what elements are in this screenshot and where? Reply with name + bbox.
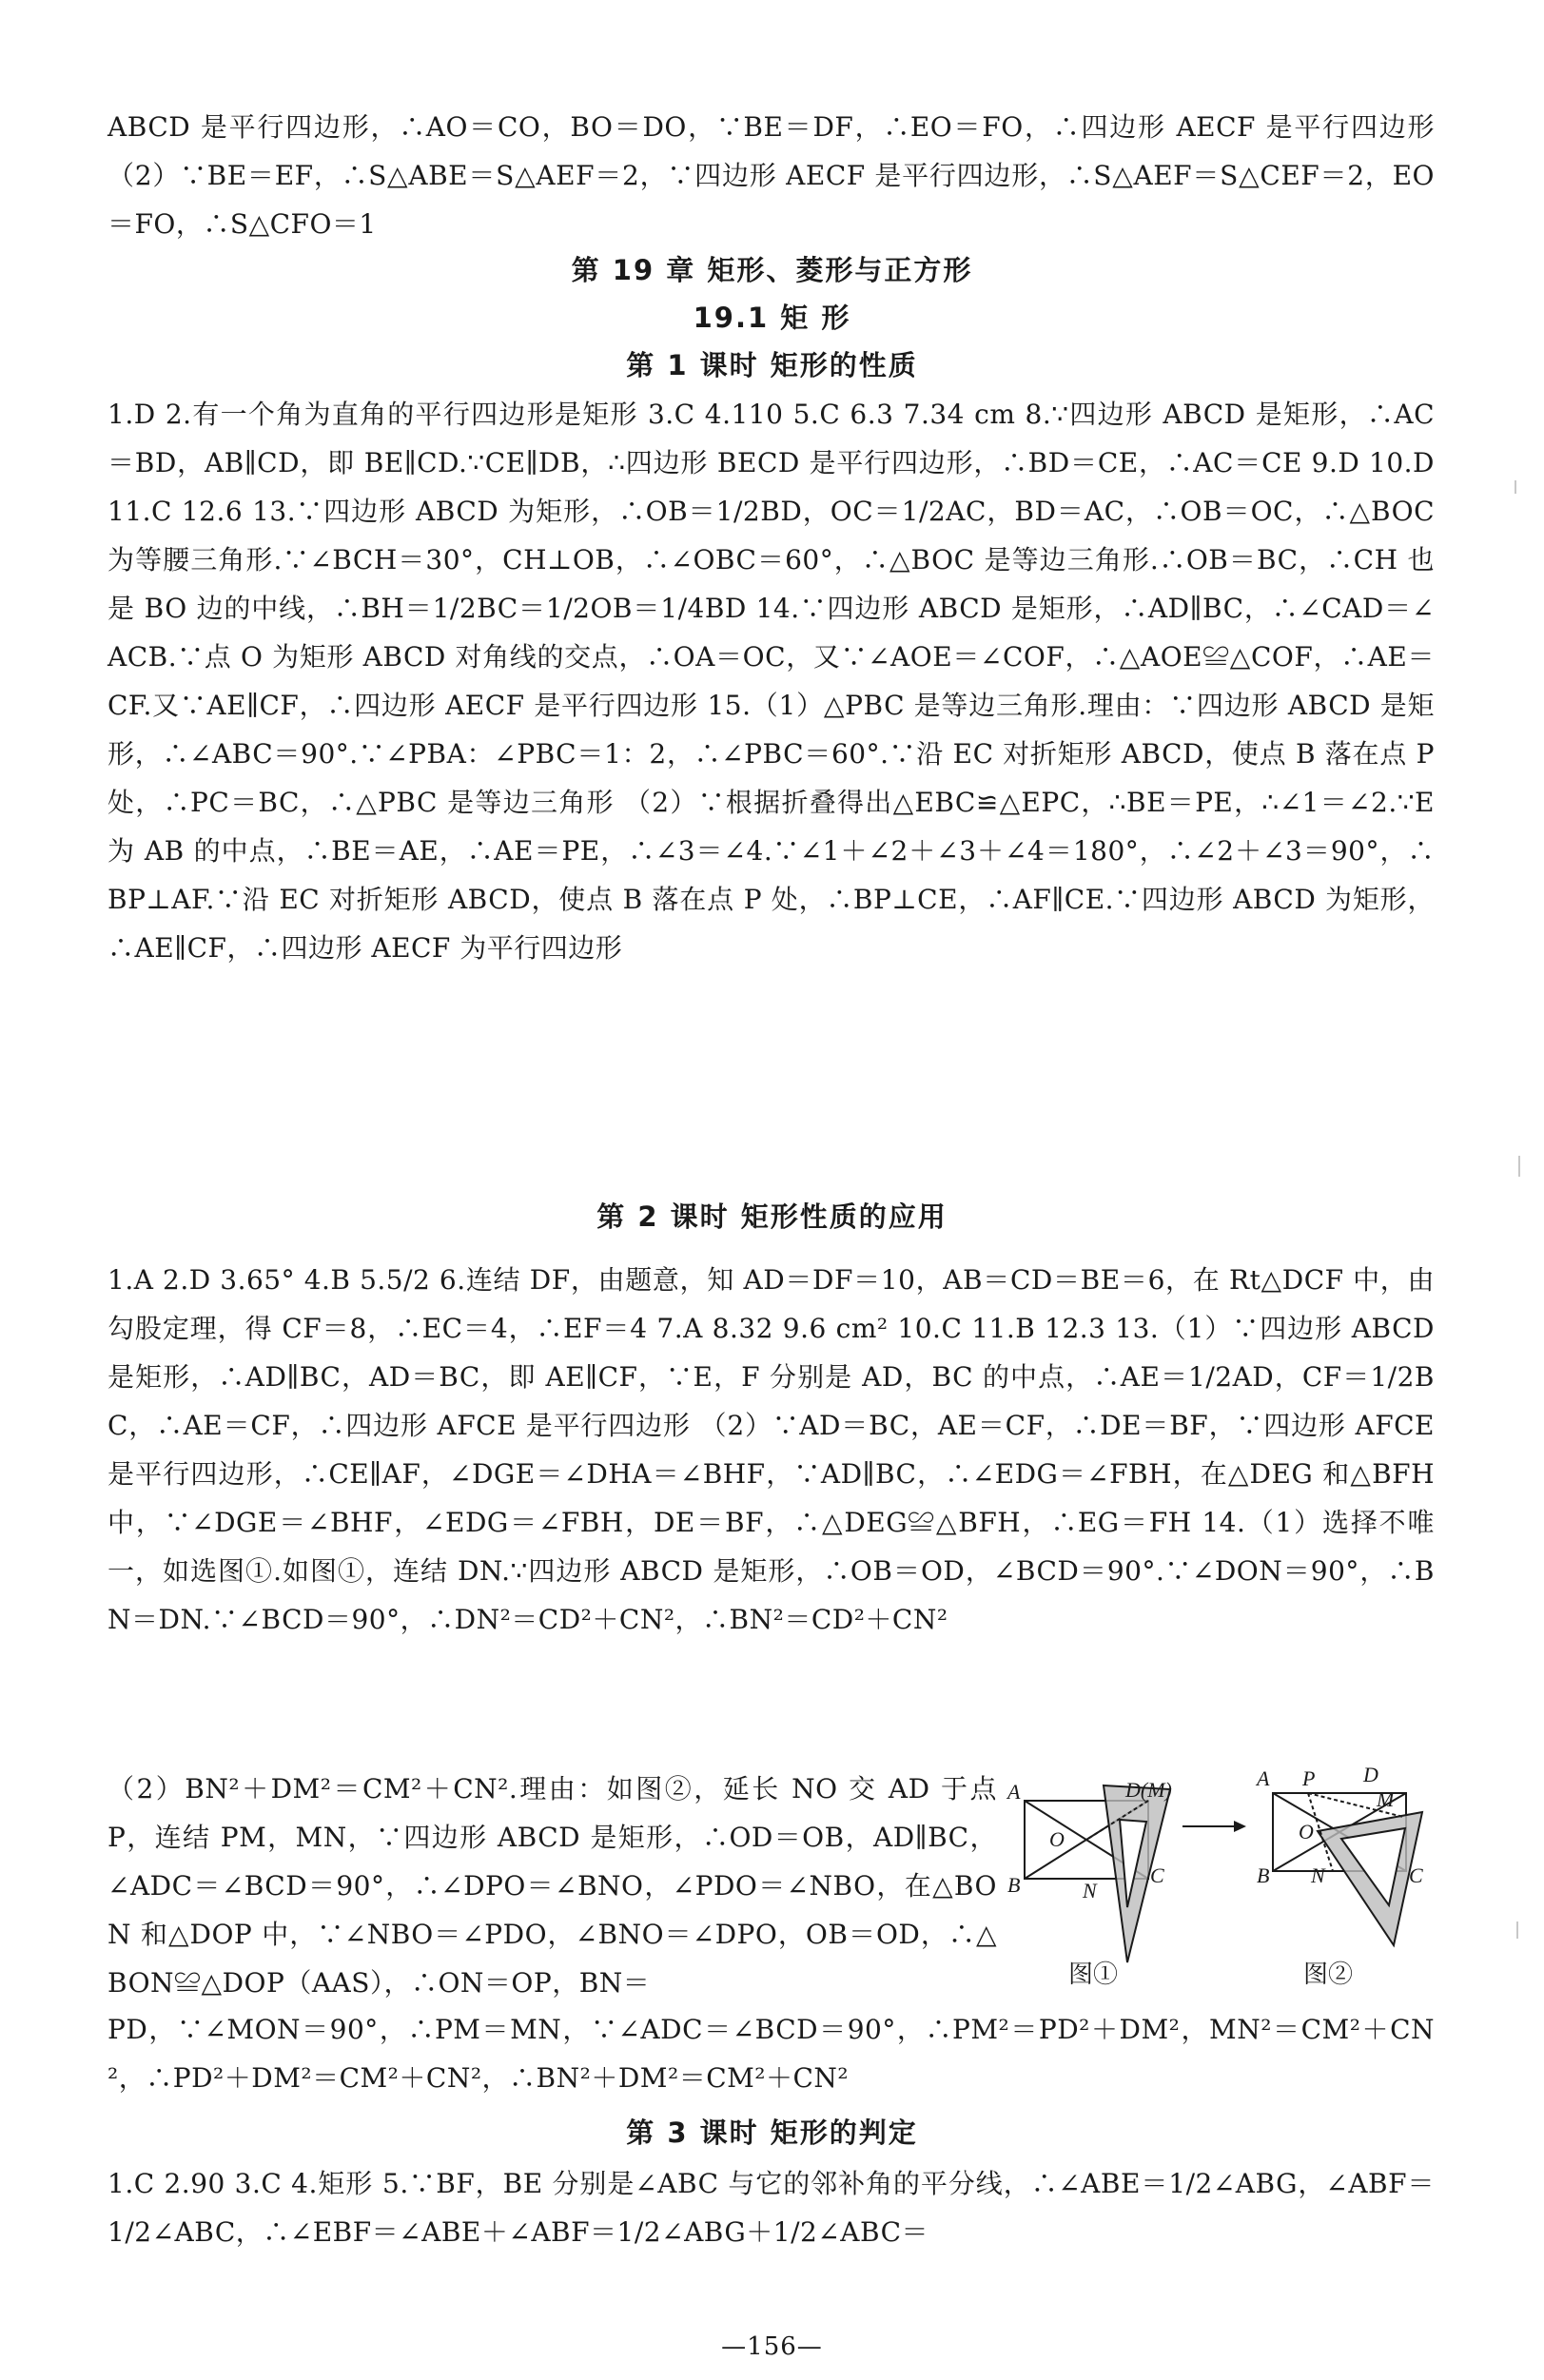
lesson-1-answers: 1.D 2.有一个角为直角的平行四边形是矩形 3.C 4.110 5.C 6.3 7.34 cm 8.∵四边形 ABCD 是矩形，∴AC＝BD，AB∥CD，即 BE∥CD.∵CE∥DB，∴四边形 BECD 是平行四边形，∴BD＝CE，∴AC＝CE 9.D 10.D 11.C 12.6 13.∵四边形 ABCD 为矩形，∴OB＝1/2BD，OC＝1/2AC，BD＝AC，∴OB＝OC，∴△BOC 为等腰三角形.∵∠BCH＝30°，CH⊥OB，∴∠OBC＝60°，∴△BOC 是等边三角形.∴OB＝BC，∴CH 也是 BO 边的中线，∴BH＝1/2BC＝1/2OB＝1/4BD 14.∵四边形 ABCD 是矩形，∴AD∥BC，∴∠CAD＝∠ACB.∵点 O 为矩形 ABCD 对角线的交点，∴OA＝OC，又∵∠AOE＝∠COF，∴△AOE≌△COF，∴AE＝CF.又∵AE∥CF，∴四边形 AECF 是平行四边形 15.（1）△PBC 是等边三角形.理由：∵四边形 ABCD 是矩形，∴∠ABC＝90°.∵∠PBA：∠PBC＝1：2，∴∠PBC＝60°.∵沿 EC 对折矩形 ABCD，使点 B 落在点 P 处，∴PC＝BC，∴△PBC 是等边三角形 （2）∵根据折叠得出△EBC≌△EPC，∴BE＝PE，∴∠1＝∠2.∵E 为 AB 的中点，∴BE＝AE，∴AE＝PE，∴∠3＝∠4.∵∠1＋∠2＋∠3＋∠4＝180°，∴∠2＋∠3＝90°，∴BP⊥AF.∵沿 EC 对折矩形 ABCD，使点 B 落在点 P 处，∴BP⊥CE，∴AF∥CE.∵四边形 ABCD 为矩形，∴AE∥CF，∴四边形 AECF 为平行四边形 xyxy=(107,399,1435,964)
lesson-2-answers-part3: PD，∵∠MON＝90°，∴PM＝MN，∵∠ADC＝∠BCD＝90°，∴PM²＝PD²＋DM²，MN²＝CM²＋CN²，∴PD²＋DM²＝CM²＋CN²，∴BN²＋DM²＝CM²＋CN² xyxy=(107,2014,1435,2094)
fig1-label-c: C xyxy=(1150,1863,1164,1887)
figure-2-caption: 图② xyxy=(1303,1961,1354,1989)
scan-edge-mark xyxy=(1516,1922,1518,1939)
fig2-label-o: O xyxy=(1299,1820,1314,1844)
lesson-1-title: 第 1 课时 矩形的性质 xyxy=(626,349,918,381)
chapter-title: 第 19 章 矩形、菱形与正方形 xyxy=(571,254,973,286)
fig1-label-o: O xyxy=(1049,1827,1065,1851)
fig1-label-n: N xyxy=(1083,1879,1097,1902)
lesson-2-answers-part2: （2）BN²＋DM²＝CM²＋CN².理由：如图②，延长 NO 交 AD 于点 P，连结 PM，MN，∵四边形 ABCD 是矩形，∴OD＝OB，AD∥BC，∠ADC＝∠BCD＝90°，∴∠DPO＝∠BNO，∠PDO＝∠NBO，在△BON 和△DOP 中，∵∠NBO＝∠PDO，∠BNO＝∠DPO，OB＝OD，∴△BON≌△DOP（AAS），∴ON＝OP，BN＝ xyxy=(107,1773,997,1999)
page-number: —156— xyxy=(721,2332,823,2361)
fig2-label-p: P xyxy=(1302,1766,1316,1790)
figure-1-caption: 图① xyxy=(1068,1961,1119,1989)
arrow-head xyxy=(1234,1821,1246,1832)
top-answer-paragraph: ABCD 是平行四边形，∴AO＝CO，BO＝DO，∵BE＝DF，∴EO＝FO，∴四边形 AECF 是平行四边形 （2）∵BE＝EF，∴S△ABE＝S△AEF＝2，∵四边形 AECF 是平行四边形，∴S△AEF＝S△CEF＝2，EO＝FO，∴S△CFO＝1 xyxy=(107,111,1435,240)
fig2-label-d: D xyxy=(1363,1763,1378,1786)
fig2-label-n: N xyxy=(1311,1863,1325,1887)
scan-edge-mark xyxy=(1515,480,1516,494)
fig2-label-m: M xyxy=(1377,1787,1395,1811)
fig2-label-b: B xyxy=(1257,1863,1270,1887)
lesson-2-answers-part1: 1.A 2.D 3.65° 4.B 5.5/2 6.连结 DF，由题意，知 AD＝DF＝10，AB＝CD＝BE＝6，在 Rt△DCF 中，由勾股定理，得 CF＝8，∴EC＝4，∴EF＝4 7.A 8.32 9.6 cm² 10.C 11.B 12.3 13.（1）∵四边形 ABCD 是矩形，∴AD∥BC，AD＝BC，即 AE∥CF，∵E，F 分别是 AD，BC 的中点，∴AE＝1/2AD，CF＝1/2BC，∴AE＝CF，∴四边形 AFCE 是平行四边形 （2）∵AD＝BC，AE＝CF，∴DE＝BF，∵四边形 AFCE 是平行四边形，∴CE∥AF，∠DGE＝∠DHA＝∠BHF，∵AD∥BC，∴∠EDG＝∠FBH，在△DEG 和△BFH 中，∵∠DGE＝∠BHF，∠EDG＝∠FBH，DE＝BF，∴△DEG≌△BFH，∴EG＝FH 14.（1）选择不唯一，如选图①.如图①，连结 DN.∵四边形 ABCD 是矩形，∴OB＝OD，∠BCD＝90°.∵∠DON＝90°，∴BN＝DN.∵∠BCD＝90°，∴DN²＝CD²＋CN²，∴BN²＝CD²＋CN² xyxy=(107,1264,1435,1635)
scan-edge-mark xyxy=(1518,1156,1520,1177)
fig1-label-a: A xyxy=(1007,1780,1021,1804)
fig2-label-c: C xyxy=(1409,1863,1423,1887)
fig2-label-a: A xyxy=(1257,1766,1270,1790)
geometry-figures xyxy=(1007,1763,1437,1993)
lesson-2-title: 第 2 课时 矩形性质的应用 xyxy=(596,1200,948,1233)
figure-1-drawing xyxy=(1025,1785,1170,1962)
lesson-3-answers: 1.C 2.90 3.C 4.矩形 5.∵BF，BE 分别是∠ABC 与它的邻补角的平分线，∴∠ABE＝1/2∠ABG，∠ABF＝1/2∠ABC，∴∠EBF＝∠ABE＋∠ABF＝1/2∠ABG＋1/2∠ABC＝ xyxy=(107,2168,1435,2248)
fig1-label-b: B xyxy=(1007,1873,1021,1897)
lesson-3-title: 第 3 课时 矩形的判定 xyxy=(626,2117,918,2149)
figure-2-drawing xyxy=(1273,1793,1422,1945)
fig1-label-dm: D(M) xyxy=(1125,1778,1172,1802)
section-title: 19.1 矩 形 xyxy=(693,302,851,334)
